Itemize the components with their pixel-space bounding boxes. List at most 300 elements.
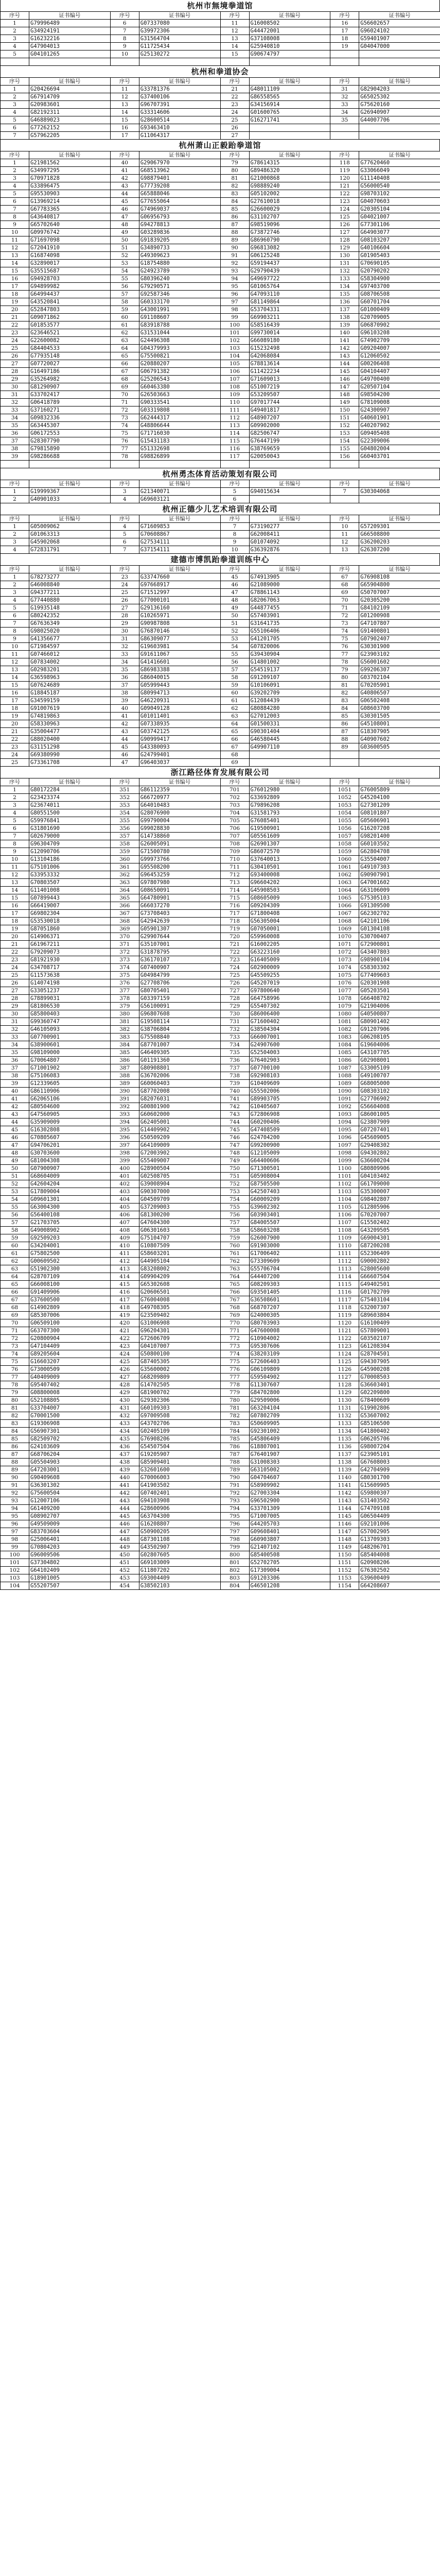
seq-cell: 31	[1, 391, 29, 399]
cert-cell: G09071862	[29, 314, 111, 321]
seq-cell: 72	[1, 1335, 29, 1343]
cert-cell: G87505500	[249, 1180, 330, 1188]
seq-cell: 352	[110, 794, 139, 802]
seq-cell: 1116	[330, 1289, 359, 1296]
seq-cell: 413	[110, 1265, 139, 1273]
table-row	[1, 1435, 440, 1443]
cert-cell: G28900504	[139, 1165, 220, 1173]
cert-cell: G12105009	[249, 1149, 330, 1157]
cert-cell: G81004308	[29, 1157, 111, 1165]
seq-cell: 52	[1, 1180, 29, 1188]
seq-cell: 21	[1, 314, 29, 321]
cert-cell: G92301002	[249, 1428, 330, 1435]
seq-cell: 387	[110, 1064, 139, 1072]
table-row	[1, 682, 440, 689]
seq-cell: 1122	[330, 1335, 359, 1343]
seq-cell: 6	[110, 538, 139, 546]
seq-cell: 68	[330, 581, 359, 589]
seq-cell: 1092	[330, 1103, 359, 1111]
cert-cell: G68604009	[29, 1173, 111, 1180]
cert-cell: G02807605	[139, 1551, 220, 1559]
cert-cell: G21904006	[359, 1003, 440, 1010]
cert-cell: G86558565	[249, 93, 330, 101]
cert-cell: G96009506	[29, 1551, 111, 1559]
cert-cell: G43407803	[359, 948, 440, 956]
table-row	[1, 345, 440, 352]
cert-cell: G58603201	[139, 1250, 220, 1258]
table-row	[1, 1374, 440, 1381]
cert-cell: G83918788	[139, 321, 220, 329]
seq-cell: 75	[110, 430, 139, 437]
seq-cell: 25	[220, 116, 249, 124]
seq-cell: 47	[220, 589, 249, 597]
seq-cell: 29	[110, 620, 139, 628]
cert-cell: G82506747	[249, 430, 330, 437]
seq-cell: 61	[220, 697, 249, 705]
cert-cell: G86960790	[249, 236, 330, 244]
seq-cell: 85	[1, 1435, 29, 1443]
seq-cell: 46	[220, 581, 249, 589]
seq-cell: 792	[220, 1489, 249, 1497]
seq-header: 序号	[220, 778, 249, 786]
seq-cell: 71	[110, 399, 139, 406]
cert-cell: G09608401	[249, 1528, 330, 1536]
seq-cell: 1146	[330, 1520, 359, 1528]
seq-cell: 13	[1, 879, 29, 887]
seq-cell: 46	[110, 751, 139, 759]
cert-cell: G70690105	[359, 260, 440, 267]
seq-cell: 732	[220, 1026, 249, 1033]
cert-cell: G34156914	[249, 101, 330, 109]
table-row	[1, 337, 440, 345]
table-row	[1, 1211, 440, 1219]
cert-cell: G19306908	[29, 1420, 111, 1428]
cert-cell: G75600504	[29, 1489, 111, 1497]
cert-cell: G60200406	[249, 1118, 330, 1126]
seq-cell: 73	[110, 414, 139, 422]
cert-cell: G70006003	[139, 1474, 220, 1482]
cert-cell	[359, 461, 440, 468]
seq-header: 序号	[110, 778, 139, 786]
cert-cell: G85800403	[29, 1010, 111, 1018]
seq-cell: 72	[330, 612, 359, 620]
table-row	[1, 1111, 440, 1118]
seq-cell: 5	[1, 116, 29, 124]
cert-cell: G33702417	[29, 391, 111, 399]
seq-cell: 711	[220, 863, 249, 871]
cert-cell: G19500901	[249, 825, 330, 833]
cert-cell: G24704200	[249, 1134, 330, 1142]
seq-cell: 804	[220, 1582, 249, 1590]
cert-cell: G67914709	[29, 93, 111, 101]
seq-cell: 1140	[330, 1474, 359, 1482]
cert-cell: G73361708	[29, 759, 111, 767]
cert-cell: G68513962	[139, 167, 220, 175]
cert-cell: G20983601	[29, 101, 111, 109]
table-row	[1, 972, 440, 979]
seq-cell: 1087	[330, 1064, 359, 1072]
cert-cell: G44407200	[249, 1273, 330, 1281]
cert-cell	[359, 759, 440, 767]
seq-cell: 40	[110, 159, 139, 167]
cert-cell: G18845187	[29, 689, 111, 697]
cert-cell: G45204100	[359, 794, 440, 802]
cert-cell: G00801900	[139, 1103, 220, 1111]
table-row	[1, 689, 440, 697]
seq-cell: 147	[330, 383, 359, 391]
seq-cell: 78	[330, 658, 359, 666]
seq-cell: 11	[110, 86, 139, 93]
cert-header: 证书编号	[29, 151, 111, 159]
table-row	[1, 1536, 440, 1544]
cert-cell: G80908801	[139, 1064, 220, 1072]
table-row	[1, 86, 440, 93]
cert-cell: G23423374	[29, 794, 111, 802]
table-row	[1, 1505, 440, 1513]
cert-header: 证书编号	[359, 480, 440, 488]
cert-cell: G29136160	[139, 604, 220, 612]
cert-cell: G45900208	[359, 1366, 440, 1374]
cert-cell: G07700901	[29, 1033, 111, 1041]
cert-cell: G66008100	[29, 1281, 111, 1289]
cert-cell: G01500331	[249, 720, 330, 728]
seq-cell: 53	[220, 635, 249, 643]
seq-cell: 105	[220, 360, 249, 368]
cert-cell: G44472001	[249, 27, 330, 35]
seq-cell: 776	[220, 1366, 249, 1374]
seq-cell: 125	[330, 213, 359, 221]
seq-cell: 59	[220, 682, 249, 689]
cert-cell: G24923789	[139, 267, 220, 275]
cert-cell: G98826899	[139, 453, 220, 461]
seq-cell: 63	[1, 1265, 29, 1273]
seq-cell: 745	[220, 1126, 249, 1134]
cert-cell: G44205703	[249, 1520, 330, 1528]
cert-cell: G18807001	[249, 1443, 330, 1451]
table-row	[1, 720, 440, 728]
cert-cell: G06109809	[249, 1366, 330, 1374]
table-row	[1, 523, 440, 531]
cert-cell: G06502408	[359, 697, 440, 705]
seq-cell: 20	[1, 720, 29, 728]
seq-cell: 139	[330, 321, 359, 329]
cert-cell: G09204309	[249, 902, 330, 910]
seq-cell: 37	[1, 1064, 29, 1072]
table-row	[1, 206, 440, 213]
seq-cell: 77	[330, 651, 359, 658]
cert-cell: G30703600	[29, 1149, 111, 1157]
seq-cell: 14	[220, 43, 249, 50]
seq-cell: 1131	[330, 1404, 359, 1412]
cert-cell: G87405305	[139, 1358, 220, 1366]
cert-header: 证书编号	[249, 78, 330, 86]
seq-cell: 3	[1, 175, 29, 182]
seq-cell: 60	[1, 1242, 29, 1250]
seq-cell: 2	[1, 794, 29, 802]
seq-cell: 87	[1, 1451, 29, 1459]
seq-cell: 17	[1, 910, 29, 918]
table-row	[1, 925, 440, 933]
seq-cell: 7	[1, 833, 29, 840]
cert-cell: G85404008	[359, 1551, 440, 1559]
cert-cell: G98703102	[359, 190, 440, 198]
seq-cell: 769	[220, 1312, 249, 1319]
cert-cell: G98286688	[29, 453, 111, 461]
cert-cell: G34599159	[29, 697, 111, 705]
cert-cell: G64400606	[249, 1157, 330, 1165]
seq-cell: 58	[110, 298, 139, 306]
table-row	[1, 651, 440, 658]
cert-cell: G00206408	[359, 360, 440, 368]
seq-cell: 48	[110, 221, 139, 229]
table-row	[1, 713, 440, 720]
seq-cell: 386	[110, 1057, 139, 1064]
cert-cell: G04379993	[139, 345, 220, 352]
cert-cell: G71609013	[249, 376, 330, 383]
cert-cell: G24000305	[249, 1312, 330, 1319]
seq-cell: 384	[110, 1041, 139, 1049]
seq-cell: 1	[1, 488, 29, 496]
seq-cell	[330, 124, 359, 132]
seq-cell: 134	[330, 283, 359, 291]
seq-cell: 25	[1, 345, 29, 352]
seq-cell: 794	[220, 1505, 249, 1513]
seq-cell: 753	[220, 1188, 249, 1196]
cert-cell: G76908206	[139, 1435, 220, 1443]
seq-cell: 80	[330, 674, 359, 682]
cert-cell: G49309623	[139, 252, 220, 260]
header-row	[1, 151, 440, 159]
seq-cell: 1061	[330, 863, 359, 871]
seq-cell: 97	[1, 1528, 29, 1536]
cert-cell: G34997295	[29, 167, 111, 175]
cert-cell: G76085401	[249, 817, 330, 825]
cert-cell: G44905104	[139, 1258, 220, 1265]
seq-cell: 23	[1, 329, 29, 337]
seq-cell: 749	[220, 1157, 249, 1165]
seq-cell: 15	[220, 50, 249, 58]
seq-cell: 47	[110, 759, 139, 767]
cert-cell: G02209800	[359, 1389, 440, 1397]
seq-cell: 779	[220, 1389, 249, 1397]
cert-cell: G27708706	[139, 979, 220, 987]
cert-cell: G20790202	[359, 267, 440, 275]
seq-cell: 17	[1, 697, 29, 705]
seq-cell: 82	[220, 182, 249, 190]
cert-cell: G56305004	[249, 918, 330, 925]
cert-cell: G04103402	[359, 1173, 440, 1180]
seq-cell: 420	[110, 1319, 139, 1327]
seq-cell: 1058	[330, 840, 359, 848]
table-row	[1, 1149, 440, 1157]
cert-cell: G15431183	[139, 437, 220, 445]
seq-cell: 88	[1, 1459, 29, 1466]
seq-cell: 10	[220, 546, 249, 554]
seq-cell: 398	[110, 1149, 139, 1157]
cert-cell: G71500780	[139, 848, 220, 856]
cert-cell: G53530018	[29, 918, 111, 925]
table-row	[1, 1196, 440, 1204]
seq-cell: 26	[1, 979, 29, 987]
cert-cell: G91207906	[359, 1026, 440, 1033]
seq-cell: 736	[220, 1057, 249, 1064]
seq-cell: 83	[220, 190, 249, 198]
seq-cell: 1138	[330, 1459, 359, 1466]
seq-cell: 51	[110, 244, 139, 252]
cert-cell: G35300007	[359, 1188, 440, 1196]
cert-cell: G31102707	[249, 213, 330, 221]
seq-cell: 34	[1, 1041, 29, 1049]
seq-cell: 41	[110, 713, 139, 720]
seq-cell: 8	[220, 531, 249, 538]
cert-cell: G08650091	[139, 887, 220, 894]
seq-cell: 86	[220, 213, 249, 221]
cert-cell: G01011401	[139, 713, 220, 720]
cert-cell: G78614315	[249, 159, 330, 167]
seq-cell: 28	[1, 368, 29, 376]
seq-cell: 19	[1, 713, 29, 720]
table-row	[1, 979, 440, 987]
seq-cell: 43	[110, 728, 139, 736]
seq-cell: 7	[110, 27, 139, 35]
seq-cell: 764	[220, 1273, 249, 1281]
cert-cell: G87200208	[359, 1242, 440, 1250]
cert-cell: G36598963	[29, 674, 111, 682]
table-row	[1, 1033, 440, 1041]
table-row	[1, 1443, 440, 1451]
cert-cell: G61967211	[29, 941, 111, 948]
cert-cell: G79290571	[139, 283, 220, 291]
seq-cell: 1062	[330, 871, 359, 879]
seq-cell: 442	[110, 1489, 139, 1497]
seq-cell: 5	[1, 604, 29, 612]
cert-cell: G04104407	[359, 368, 440, 376]
cert-cell: G54507504	[139, 1443, 220, 1451]
cert-cell: G47107807	[359, 620, 440, 628]
seq-cell: 738	[220, 1072, 249, 1080]
seq-cell: 34	[330, 109, 359, 116]
cert-cell: G72806908	[249, 1111, 330, 1118]
cert-cell: G66607504	[359, 1273, 440, 1281]
cert-cell: G07050001	[249, 925, 330, 933]
seq-cell: 102	[1, 1567, 29, 1574]
table-row	[1, 1319, 440, 1327]
seq-cell: 2	[1, 581, 29, 589]
table-row	[1, 376, 440, 383]
seq-cell: 416	[110, 1289, 139, 1296]
cert-cell: G16002205	[249, 941, 330, 948]
seq-cell: 25	[1, 759, 29, 767]
cert-cell: G86072570	[249, 848, 330, 856]
cert-cell: G26503663	[139, 391, 220, 399]
cert-cell: G95407402	[29, 1381, 111, 1389]
cert-cell: G62804708	[359, 848, 440, 856]
cert-cell: G71300501	[249, 1165, 330, 1173]
cert-cell: G37108008	[249, 35, 330, 43]
seq-cell: 92	[220, 260, 249, 267]
seq-cell: 401	[110, 1173, 139, 1180]
table-row	[1, 1397, 440, 1404]
seq-cell: 95	[220, 283, 249, 291]
cert-cell: G75620160	[359, 101, 440, 109]
seq-cell: 12	[1, 244, 29, 252]
table-row	[1, 291, 440, 298]
seq-cell: 30	[1, 1010, 29, 1018]
seq-cell: 1114	[330, 1273, 359, 1281]
table-row	[1, 175, 440, 182]
seq-cell: 379	[110, 1003, 139, 1010]
cert-header: 证书编号	[359, 151, 440, 159]
seq-cell: 703	[220, 802, 249, 809]
cert-cell: G08605009	[249, 894, 330, 902]
seq-cell: 133	[330, 275, 359, 283]
cert-cell: G98007204	[359, 1443, 440, 1451]
seq-cell: 106	[220, 368, 249, 376]
cert-cell: G93400008	[249, 871, 330, 879]
cert-cell: G73000509	[29, 1366, 111, 1374]
cert-cell: G80504600	[29, 1103, 111, 1111]
cert-cell: G75305103	[359, 894, 440, 902]
table-row	[1, 267, 440, 275]
seq-cell: 36	[1, 430, 29, 437]
cert-cell: G80172284	[29, 786, 111, 794]
cert-cell: G85909401	[139, 1459, 220, 1466]
seq-cell: 716	[220, 902, 249, 910]
seq-cell: 12	[220, 27, 249, 35]
cert-cell: G38203109	[249, 1350, 330, 1358]
cert-cell: G69903211	[249, 314, 330, 321]
seq-cell: 800	[220, 1551, 249, 1559]
cert-cell: G46889023	[29, 116, 111, 124]
cert-cell: G80994713	[139, 689, 220, 697]
table-row	[1, 1381, 440, 1389]
seq-cell: 37	[1, 437, 29, 445]
cert-cell: G80703903	[249, 1319, 330, 1327]
seq-cell: 10	[1, 643, 29, 651]
seq-cell: 1099	[330, 1157, 359, 1165]
seq-cell: 372	[110, 948, 139, 956]
seq-cell: 18	[1, 918, 29, 925]
table-row	[1, 1026, 440, 1033]
table-row	[1, 964, 440, 972]
cert-cell: G62302702	[359, 910, 440, 918]
cert-cell: G85307006	[29, 1312, 111, 1319]
seq-cell: 93	[220, 267, 249, 275]
seq-header: 序号	[1, 566, 29, 573]
cert-header: 证书编号	[139, 515, 220, 523]
cert-cell: G52504003	[249, 1049, 330, 1057]
cert-cell: G27706902	[359, 1095, 440, 1103]
cert-cell: G72606709	[139, 1335, 220, 1343]
seq-cell: 451	[110, 1559, 139, 1567]
cert-cell: G28600514	[139, 116, 220, 124]
cert-cell: G72900801	[359, 941, 440, 948]
seq-cell: 704	[220, 809, 249, 817]
seq-cell: 1081	[330, 1018, 359, 1026]
cert-cell: G46501208	[249, 1582, 330, 1590]
seq-cell: 129	[330, 244, 359, 252]
cert-cell: G99206307	[359, 666, 440, 674]
cert-cell: G74913905	[249, 573, 330, 581]
seq-cell: 101	[220, 329, 249, 337]
cert-header: 证书编号	[139, 151, 220, 159]
seq-cell: 353	[110, 802, 139, 809]
seq-cell: 717	[220, 910, 249, 918]
seq-cell: 708	[220, 840, 249, 848]
cert-cell: G01074092	[249, 538, 330, 546]
cert-cell: G48206701	[359, 1544, 440, 1551]
seq-cell: 6	[220, 496, 249, 503]
